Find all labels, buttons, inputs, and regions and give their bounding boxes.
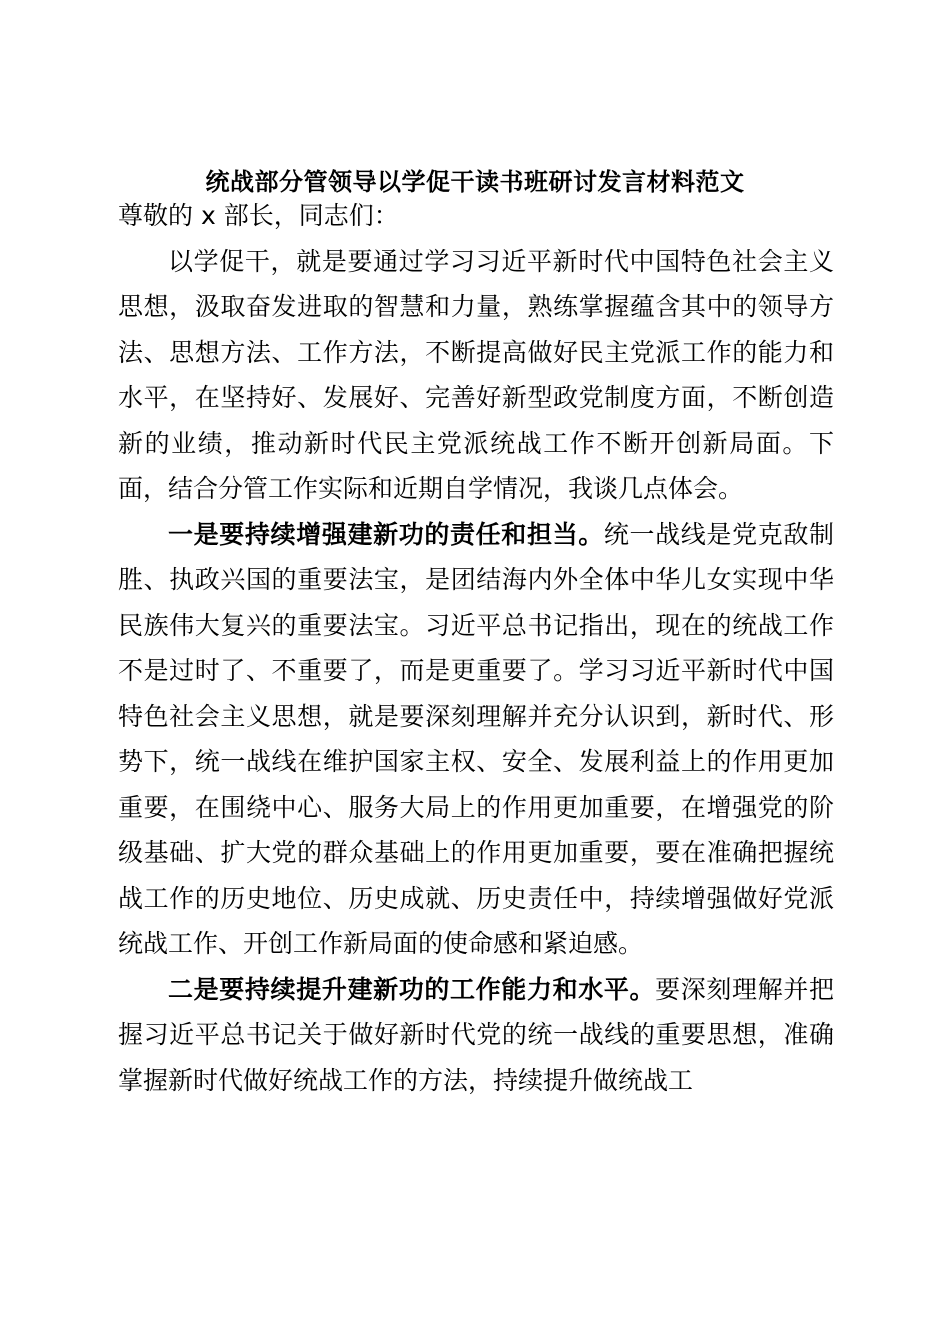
paragraph-lead: 一是要持续增强建新功的责任和担当。 [168,519,604,549]
paragraph-intro [118,239,834,512]
document-body [118,193,834,1103]
paragraph-text: 要深刻理解并把握习近平总书记关于做好新时代党的统一战线的重要思想，准确掌握新时代做好统战工作的方法，持续提升做统战工 [118,974,834,1095]
paragraph-point-two [118,967,834,1104]
salutation: 尊敬的 x 部长，同志们： [118,201,399,230]
paragraph-lead: 二是要持续提升建新功的工作能力和水平。 [168,974,656,1004]
paragraph-point-one [118,512,834,967]
document-title: 统战部分管领导以学促干读书班研讨发言材料范文 [205,168,745,196]
paragraph-text: 统一战线是党克敌制胜、执政兴国的重要法宝，是团结海内外全体中华儿女实现中华民族伟大复兴的重要法宝。习近平总书记指出，现在的统战工作不是过时了、不重要了，而是更重要了。学习习近平新时代中国特色社会主义思想，就是要深刻理解并充分认识到，新时代、形势下，统一战线在维护国家主权、安全、发展利益上的作用更加重要，在围绕中心、服务大局上的作用更加重要，在增强党的阶级基础、扩大党的群众基础上的作用更加重要，要在准确把握统战工作的历史地位、历史成就、历史责任中，持续增强做好党派统战工作、开创工作新局面的使命感和紧迫感。 [118,519,834,958]
paragraph-text: 以学促干，就是要通过学习习近平新时代中国特色社会主义思想，汲取奋发进取的智慧和力量，熟练掌握蕴含其中的领导方法、思想方法、工作方法，不断提高做好民主党派工作的能力和水平，在坚持好、发展好、完善好新型政党制度方面，不断创造新的业绩，推动新时代民主党派统战工作不断开创新局面。下面，结合分管工作实际和近期自学情况，我谈几点体会。 [118,246,834,503]
